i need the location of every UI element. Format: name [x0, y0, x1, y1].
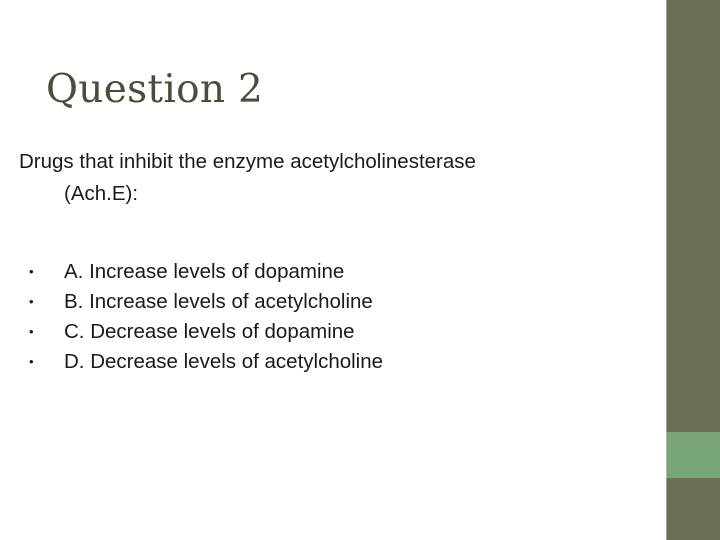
bullet-icon: • [29, 264, 34, 279]
answer-option-text: D. Decrease levels of acetylcholine [64, 350, 384, 373]
sidebar-accent-band [666, 432, 720, 478]
bullet-icon: • [29, 294, 34, 309]
answer-option-text: C. Decrease levels of dopamine [64, 320, 355, 343]
slide-title: Question 2 [46, 67, 264, 113]
bullet-icon: • [29, 354, 34, 369]
answer-option-text: B. Increase levels of acetylcholine [64, 290, 373, 313]
question-line-1: Drugs that inhibit the enzyme acetylcholinesterase [19, 150, 476, 173]
sidebar-bottom-band [666, 478, 720, 540]
bullet-icon: • [29, 324, 34, 339]
question-line-2: (Ach.E): [64, 182, 139, 205]
question-text [19, 146, 639, 210]
sidebar-divider [666, 0, 667, 540]
sidebar-top-band [666, 0, 720, 432]
answer-option-text: A. Increase levels of dopamine [64, 260, 345, 283]
